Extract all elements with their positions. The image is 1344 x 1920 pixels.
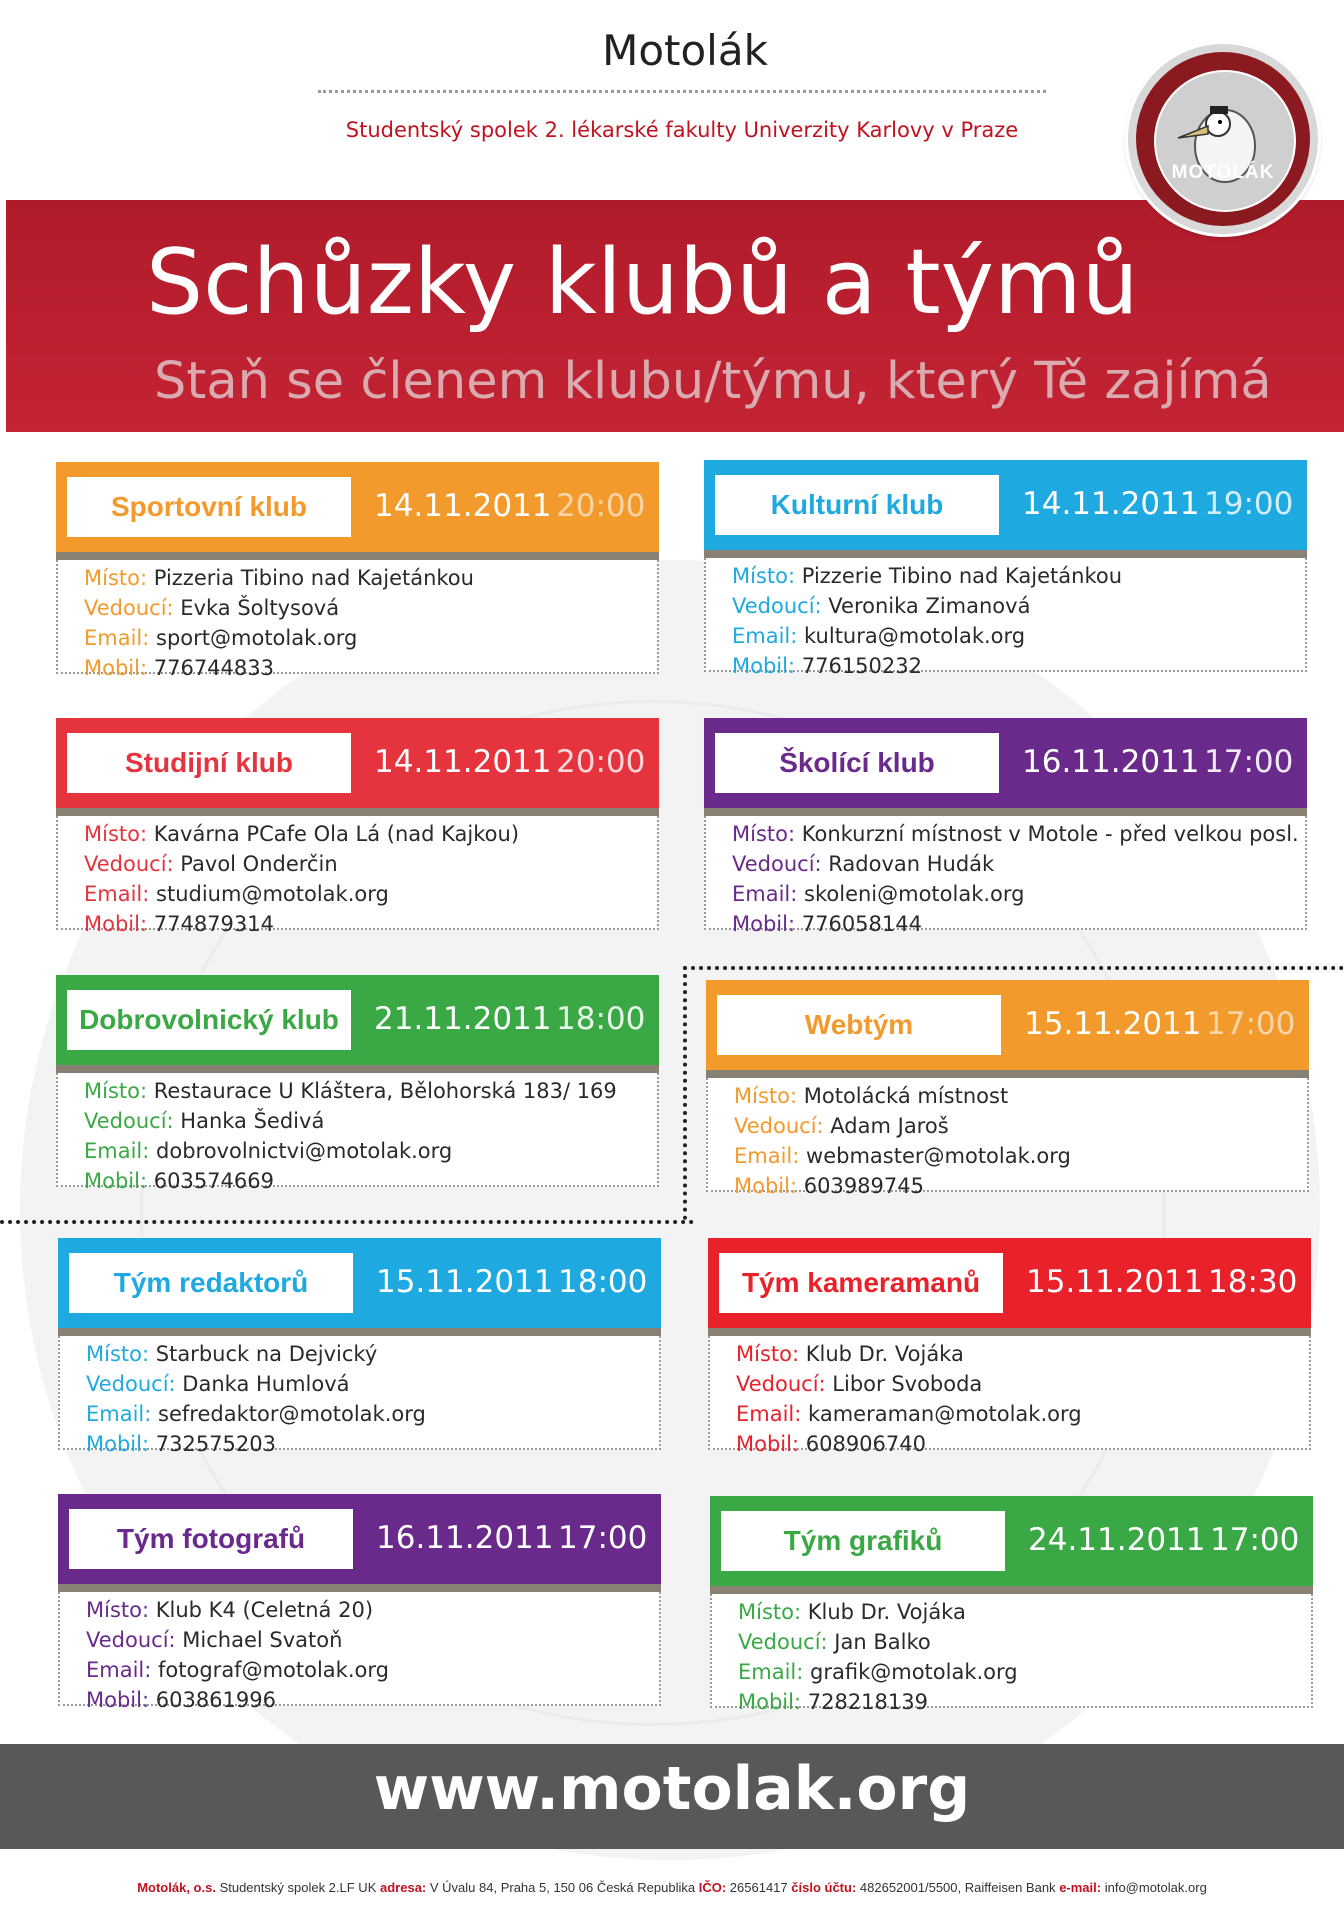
club-card xyxy=(704,460,1307,685)
email-label: Email: xyxy=(86,1402,152,1426)
club-card-header xyxy=(708,1238,1311,1328)
email-label: Email: xyxy=(738,1660,804,1684)
card-header-underline xyxy=(704,808,1307,816)
card-header-underline xyxy=(704,550,1307,558)
email-label: Email: xyxy=(734,1144,800,1168)
place-row xyxy=(86,1342,377,1366)
footer-org-desc: Studentský spolek 2.LF UK xyxy=(219,1880,377,1895)
footer-address-label: adresa: xyxy=(380,1880,427,1895)
email-value[interactable]: kultura@motolak.org xyxy=(804,624,1026,648)
webteam-dotted-border-left xyxy=(683,966,687,1220)
leader-row xyxy=(86,1372,350,1396)
email-row xyxy=(738,1660,1018,1684)
club-name: Dobrovolnický klub xyxy=(67,990,351,1050)
club-details xyxy=(58,1336,661,1456)
mobile-label: Mobil: xyxy=(732,654,796,678)
card-header-underline xyxy=(56,808,659,816)
email-value[interactable]: sefredaktor@motolak.org xyxy=(158,1402,426,1426)
leader-label: Vedoucí: xyxy=(736,1372,826,1396)
place-label: Místo: xyxy=(738,1600,802,1624)
footer-address: V Úvalu 84, Praha 5, 150 06 Česká Republika xyxy=(429,1880,696,1895)
meeting-date: 16.11.2011 xyxy=(376,1520,554,1556)
club-details xyxy=(56,560,659,680)
section-dotted-divider xyxy=(0,1220,694,1224)
mobile-row xyxy=(84,912,274,936)
club-details xyxy=(58,1592,661,1712)
email-row xyxy=(732,882,1025,906)
meeting-time: 17:00 xyxy=(558,1520,648,1556)
website-url[interactable]: www.motolak.org xyxy=(373,1754,971,1824)
place-value: Motolácká místnost xyxy=(803,1084,1009,1108)
email-label: Email: xyxy=(736,1402,802,1426)
email-label: Email: xyxy=(84,1139,150,1163)
club-details xyxy=(710,1594,1313,1714)
mobile-value: 776058144 xyxy=(801,912,922,936)
club-name: Tým fotografů xyxy=(69,1509,353,1569)
leader-row xyxy=(736,1372,982,1396)
leader-value: Libor Svoboda xyxy=(832,1372,983,1396)
mobile-label: Mobil: xyxy=(736,1432,800,1456)
place-value: Starbuck na Dejvický xyxy=(155,1342,378,1366)
place-label: Místo: xyxy=(732,564,796,588)
leader-row xyxy=(84,852,338,876)
place-value: Konkurzní místnost v Motole - před velkou posl. xyxy=(801,822,1299,846)
email-label: Email: xyxy=(732,882,798,906)
place-label: Místo: xyxy=(736,1342,800,1366)
meeting-time: 20:00 xyxy=(556,744,646,780)
leader-label: Vedoucí: xyxy=(734,1114,824,1138)
footer-email[interactable]: info@motolak.org xyxy=(1104,1880,1207,1895)
mobile-row xyxy=(86,1432,276,1456)
meeting-time: 19:00 xyxy=(1204,486,1294,522)
club-card xyxy=(56,462,659,687)
email-row xyxy=(732,624,1025,648)
email-value[interactable]: kameraman@motolak.org xyxy=(808,1402,1082,1426)
club-details xyxy=(56,816,659,936)
place-row xyxy=(732,822,1299,846)
meeting-time: 18:00 xyxy=(556,1001,646,1037)
leader-row xyxy=(732,852,994,876)
leader-row xyxy=(734,1114,949,1138)
footer-org: Motolák, o.s. xyxy=(137,1880,216,1895)
mobile-value: 608906740 xyxy=(805,1432,926,1456)
meeting-time: 17:00 xyxy=(1210,1522,1300,1558)
leader-row xyxy=(84,1109,324,1133)
meeting-date: 14.11.2011 xyxy=(1022,486,1200,522)
place-label: Místo: xyxy=(732,822,796,846)
mobile-label: Mobil: xyxy=(732,912,796,936)
email-value[interactable]: webmaster@motolak.org xyxy=(806,1144,1071,1168)
logo-label: MOTOLÁK xyxy=(1171,162,1275,183)
card-header-underline xyxy=(706,1070,1309,1078)
mobile-value: 603989745 xyxy=(803,1174,924,1198)
page-title: Schůzky klubů a týmů xyxy=(146,230,1139,335)
club-details xyxy=(704,558,1307,678)
place-label: Místo: xyxy=(84,566,148,590)
footer xyxy=(0,1880,1344,1895)
mobile-row xyxy=(738,1690,928,1714)
leader-value: Michael Svatoň xyxy=(182,1628,343,1652)
email-row xyxy=(84,882,389,906)
card-header-underline xyxy=(56,1065,659,1073)
club-name: Tým kameramanů xyxy=(719,1253,1003,1313)
meeting-date: 15.11.2011 xyxy=(1026,1264,1204,1300)
leader-value: Evka Šoltysová xyxy=(180,596,340,620)
club-card xyxy=(710,1496,1313,1721)
leader-label: Vedoucí: xyxy=(86,1372,176,1396)
club-card xyxy=(56,718,659,943)
meeting-date: 21.11.2011 xyxy=(374,1001,552,1037)
club-card-header xyxy=(58,1238,661,1328)
mobile-value: 603574669 xyxy=(153,1169,274,1193)
club-card xyxy=(706,980,1309,1205)
club-card xyxy=(58,1238,661,1463)
club-name: Sportovní klub xyxy=(67,477,351,537)
footer-ico-label: IČO: xyxy=(698,1880,727,1895)
club-details xyxy=(706,1078,1309,1198)
email-value[interactable]: fotograf@motolak.org xyxy=(158,1658,389,1682)
meeting-date: 14.11.2011 xyxy=(374,744,552,780)
footer-email-label: e-mail: xyxy=(1059,1880,1102,1895)
website-bar xyxy=(0,1744,1344,1849)
place-value: Klub Dr. Vojáka xyxy=(805,1342,964,1366)
leader-row xyxy=(732,594,1030,618)
email-row xyxy=(86,1402,426,1426)
club-name: Webtým xyxy=(717,995,1001,1055)
leader-label: Vedoucí: xyxy=(732,594,822,618)
club-name: Kulturní klub xyxy=(715,475,999,535)
place-value: Klub K4 (Celetná 20) xyxy=(155,1598,374,1622)
leader-value: Danka Humlová xyxy=(182,1372,350,1396)
place-value: Pizzerie Tibino nad Kajetánkou xyxy=(801,564,1123,588)
email-value[interactable]: skoleni@motolak.org xyxy=(804,882,1025,906)
mobile-label: Mobil: xyxy=(738,1690,802,1714)
leader-value: Veronika Zimanová xyxy=(828,594,1031,618)
header-divider xyxy=(318,90,1046,93)
place-label: Místo: xyxy=(734,1084,798,1108)
place-label: Místo: xyxy=(84,822,148,846)
place-value: Pizzeria Tibino nad Kajetánkou xyxy=(153,566,474,590)
mobile-label: Mobil: xyxy=(84,912,148,936)
place-row xyxy=(86,1598,373,1622)
club-card xyxy=(704,718,1307,943)
leader-label: Vedoucí: xyxy=(84,1109,174,1133)
meeting-time: 18:30 xyxy=(1208,1264,1298,1300)
mobile-value: 603861996 xyxy=(155,1688,276,1712)
card-header-underline xyxy=(710,1586,1313,1594)
mobile-label: Mobil: xyxy=(86,1432,150,1456)
club-card xyxy=(708,1238,1311,1463)
meeting-date: 15.11.2011 xyxy=(1024,1006,1202,1042)
leader-value: Radovan Hudák xyxy=(828,852,995,876)
email-row xyxy=(84,626,357,650)
club-card xyxy=(56,975,659,1200)
club-card-header xyxy=(58,1494,661,1584)
club-card xyxy=(58,1494,661,1719)
email-value[interactable]: sport@motolak.org xyxy=(156,626,358,650)
mobile-row xyxy=(86,1688,276,1712)
meeting-time: 20:00 xyxy=(556,488,646,524)
card-header-underline xyxy=(56,552,659,560)
club-details xyxy=(708,1336,1311,1456)
leader-label: Vedoucí: xyxy=(84,852,174,876)
email-value[interactable]: studium@motolak.org xyxy=(156,882,389,906)
card-header-underline xyxy=(58,1584,661,1592)
mobile-label: Mobil: xyxy=(734,1174,798,1198)
org-subtitle: Studentský spolek 2. lékarské fakulty Univerzity Karlovy v Praze xyxy=(345,118,1019,142)
card-header-underline xyxy=(58,1328,661,1336)
motolak-logo xyxy=(1128,44,1318,234)
club-card-header xyxy=(704,460,1307,550)
mobile-row xyxy=(84,656,274,680)
mobile-row xyxy=(732,912,922,936)
mobile-value: 728218139 xyxy=(807,1690,928,1714)
club-card-header xyxy=(56,975,659,1065)
leader-label: Vedoucí: xyxy=(738,1630,828,1654)
mobile-row xyxy=(734,1174,924,1198)
leader-row xyxy=(84,596,339,620)
mobile-label: Mobil: xyxy=(84,1169,148,1193)
email-label: Email: xyxy=(732,624,798,648)
meeting-date: 15.11.2011 xyxy=(376,1264,554,1300)
leader-value: Hanka Šedivá xyxy=(180,1109,325,1133)
club-details xyxy=(704,816,1307,936)
place-row xyxy=(732,564,1122,588)
place-value: Klub Dr. Vojáka xyxy=(807,1600,966,1624)
footer-account-label: číslo účtu: xyxy=(791,1880,857,1895)
email-label: Email: xyxy=(86,1658,152,1682)
place-row xyxy=(84,1079,617,1103)
pelican-emblem-icon xyxy=(1154,70,1296,212)
meeting-time: 17:00 xyxy=(1204,744,1294,780)
place-row xyxy=(738,1600,966,1624)
place-label: Místo: xyxy=(86,1598,150,1622)
club-card-header xyxy=(56,462,659,552)
club-card-header xyxy=(710,1496,1313,1586)
place-label: Místo: xyxy=(84,1079,148,1103)
footer-ico: 26561417 xyxy=(729,1880,788,1895)
place-row xyxy=(84,822,519,846)
mobile-value: 776150232 xyxy=(801,654,922,678)
leader-row xyxy=(738,1630,931,1654)
mobile-value: 774879314 xyxy=(153,912,274,936)
club-card-header xyxy=(56,718,659,808)
footer-account: 482652001/5500, Raiffeisen Bank xyxy=(859,1880,1056,1895)
place-label: Místo: xyxy=(86,1342,150,1366)
webteam-dotted-border-top xyxy=(683,966,1344,970)
leader-value: Adam Jaroš xyxy=(830,1114,949,1138)
email-row xyxy=(734,1144,1071,1168)
place-row xyxy=(84,566,474,590)
club-name: Tým redaktorů xyxy=(69,1253,353,1313)
place-row xyxy=(736,1342,964,1366)
place-value: Restaurace U Kláštera, Bělohorská 183/ 169 xyxy=(153,1079,617,1103)
email-row xyxy=(84,1139,452,1163)
meeting-date: 16.11.2011 xyxy=(1022,744,1200,780)
mobile-row xyxy=(732,654,922,678)
leader-label: Vedoucí: xyxy=(84,596,174,620)
title-banner xyxy=(6,200,1344,432)
leader-row xyxy=(86,1628,342,1652)
mobile-row xyxy=(84,1169,274,1193)
place-value: Kavárna PCafe Ola Lá (nad Kajkou) xyxy=(153,822,520,846)
meeting-time: 17:00 xyxy=(1206,1006,1296,1042)
leader-label: Vedoucí: xyxy=(86,1628,176,1652)
meeting-date: 24.11.2011 xyxy=(1028,1522,1206,1558)
meeting-time: 18:00 xyxy=(558,1264,648,1300)
email-row xyxy=(736,1402,1082,1426)
email-label: Email: xyxy=(84,626,150,650)
leader-value: Pavol Onderčin xyxy=(180,852,338,876)
club-name: Školící klub xyxy=(715,733,999,793)
club-name: Studijní klub xyxy=(67,733,351,793)
club-details xyxy=(56,1073,659,1193)
mobile-label: Mobil: xyxy=(86,1688,150,1712)
meeting-date: 14.11.2011 xyxy=(374,488,552,524)
place-row xyxy=(734,1084,1008,1108)
club-card-header xyxy=(706,980,1309,1070)
email-row xyxy=(86,1658,389,1682)
mobile-label: Mobil: xyxy=(84,656,148,680)
card-header-underline xyxy=(708,1328,1311,1336)
leader-value: Jan Balko xyxy=(834,1630,931,1654)
mobile-row xyxy=(736,1432,926,1456)
page-subtitle: Staň se členem klubu/týmu, který Tě zajímá xyxy=(154,352,1272,411)
club-card-header xyxy=(704,718,1307,808)
email-label: Email: xyxy=(84,882,150,906)
org-name: Motolák xyxy=(602,26,768,75)
leader-label: Vedoucí: xyxy=(732,852,822,876)
email-value[interactable]: dobrovolnictvi@motolak.org xyxy=(156,1139,453,1163)
mobile-value: 776744833 xyxy=(153,656,274,680)
club-name: Tým grafiků xyxy=(721,1511,1005,1571)
email-value[interactable]: grafik@motolak.org xyxy=(810,1660,1018,1684)
mobile-value: 732575203 xyxy=(155,1432,276,1456)
